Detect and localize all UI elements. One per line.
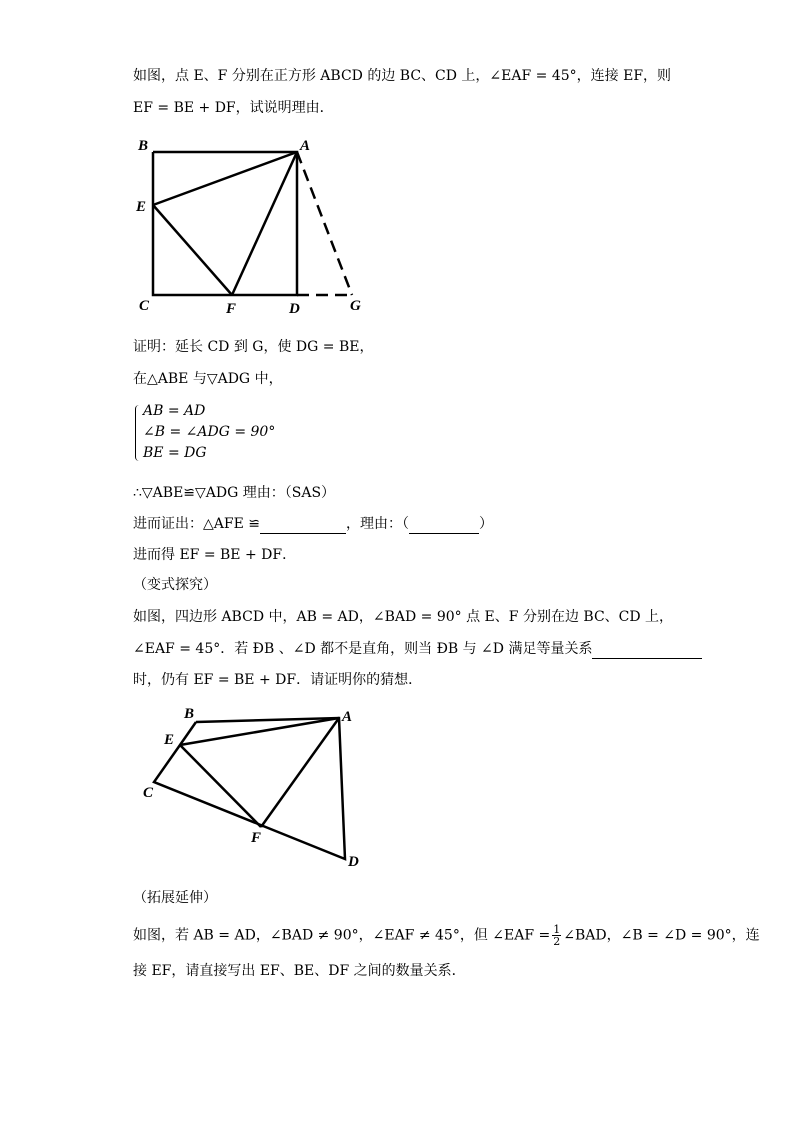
proof-line-1: 证明：延长 CD 到 G，使 DG = BE， <box>133 339 374 355</box>
label-e: E <box>164 732 175 748</box>
variant-line-2-text: ∠EAF = 45°．若 ÐB 、∠D 都不是直角，则当 ÐB 与 ∠D 满足等量关系 <box>133 641 593 657</box>
proof-line-2: 在△ABE 与▽ADG 中， <box>133 371 283 387</box>
variant-line-2 <box>133 639 702 659</box>
label-d: D <box>289 301 300 317</box>
extension-line-1 <box>133 924 760 947</box>
proof-line-4-part-b: ，理由：（ <box>346 516 409 532</box>
label-a: A <box>342 709 353 725</box>
proof-line-4-part-a: 进而证出：△AFE ≌ <box>133 516 260 532</box>
answer-blank-congruent[interactable] <box>260 533 346 534</box>
label-c: C <box>139 298 150 314</box>
proof-line-3: ∴▽ABE≌▽ADG 理由：（SAS） <box>133 485 336 501</box>
extension-heading: （拓展延伸） <box>133 890 217 906</box>
condition-2: ∠B = ∠ADG = 90° <box>143 424 276 440</box>
label-e: E <box>136 199 147 215</box>
conditions-brace <box>133 401 275 464</box>
label-a: A <box>300 138 311 154</box>
label-b: B <box>138 138 149 154</box>
square-outline <box>153 152 297 295</box>
figure-quadrilateral <box>140 700 380 875</box>
proof-line-4 <box>133 514 493 534</box>
segment-ef <box>153 205 232 295</box>
condition-1: AB = AD <box>143 403 206 419</box>
figure-square <box>130 130 380 320</box>
answer-blank-relation[interactable] <box>592 658 702 659</box>
segment-ag-dashed <box>297 152 352 295</box>
extension-line-2: 接 EF，请直接写出 EF、BE、DF 之间的数量关系． <box>133 963 466 979</box>
answer-blank-reason[interactable] <box>409 533 479 534</box>
variant-line-3: 时，仍有 EF = BE + DF．请证明你的猜想． <box>133 672 423 688</box>
extension-line-1-part-b: ∠BAD，∠B = ∠D = 90°，连 <box>563 927 760 944</box>
quadrilateral-outline <box>154 718 345 859</box>
proof-line-5: 进而得 EF = BE + DF． <box>133 547 297 563</box>
label-d: D <box>348 854 359 870</box>
condition-3: BE = DG <box>143 445 207 461</box>
label-g: G <box>350 298 361 314</box>
problem-line-2: EF = BE + DF，试说明理由． <box>133 100 334 116</box>
fraction-numerator: 1 <box>553 923 561 936</box>
fraction-denominator: 2 <box>553 935 561 948</box>
proof-line-4-part-c: ） <box>479 516 493 532</box>
label-c: C <box>143 785 154 801</box>
brace-symbol <box>135 405 142 461</box>
variant-heading: （变式探究） <box>133 577 217 593</box>
segment-af <box>261 718 339 827</box>
problem-line-1: 如图，点 E、F 分别在正方形 ABCD 的边 BC、CD 上，∠EAF = 45°，连接 EF，则 <box>133 68 672 84</box>
segment-ef <box>180 745 261 827</box>
label-f: F <box>251 830 262 846</box>
variant-line-1: 如图，四边形 ABCD 中，AB = AD，∠BAD = 90° 点 E、F 分别在边 BC、CD 上， <box>133 609 674 625</box>
extension-line-1-part-a: 如图，若 AB = AD，∠BAD ≠ 90°，∠EAF ≠ 45°，但 ∠EAF = <box>133 927 551 944</box>
label-f: F <box>226 301 237 317</box>
fraction-one-half <box>552 924 561 947</box>
label-b: B <box>184 706 195 722</box>
